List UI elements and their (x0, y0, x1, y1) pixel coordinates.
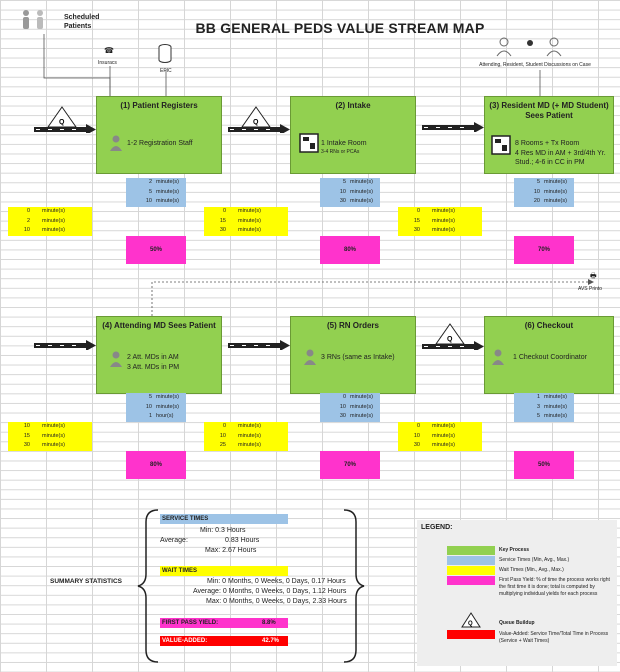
svc-max: Max: 2.67 Hours (205, 547, 257, 554)
person-icon (491, 349, 505, 365)
legend-swatch-process (447, 546, 495, 555)
summary-service-head: SERVICE TIMES (160, 514, 288, 524)
wait-times-4: 10 minute(s) 15 minute(s) 30 minute(s) (8, 422, 92, 451)
avs-label: AVS Printo (578, 286, 603, 292)
wait-max: Max: 0 Months, 0 Weeks, 0 Days, 2.33 Hours (206, 598, 347, 605)
legend-process: Key Process (499, 547, 530, 553)
svg-text:Q: Q (468, 621, 473, 627)
legend-fpy: First Pass Yield: % of time the process works right the first time it is done; total is computed by multiplying individual yields for each process (499, 577, 610, 597)
page-title: BB GENERAL PEDS VALUE STREAM MAP (195, 20, 485, 36)
legend-title: LEGEND: (421, 524, 453, 531)
phone-icon: ☎ (104, 46, 114, 55)
phone-label: Insuracs (98, 60, 117, 66)
first-pass-yield-3: 70% (514, 236, 574, 264)
wait-avg: Average: 0 Months, 0 Weeks, 0 Days, 1.12 Hours (193, 588, 347, 595)
legend-wait: Wait Times (Min., Avg., Max.) (499, 567, 564, 573)
room-icon (299, 133, 319, 153)
queue-arrow-6 (422, 322, 484, 350)
first-pass-yield-5: 70% (320, 451, 380, 479)
first-pass-yield-1: 50% (126, 236, 186, 264)
first-pass-yield-2: 80% (320, 236, 380, 264)
process-box-5: (5) RN Orders 3 RNs (same as Intake) (290, 316, 416, 394)
legend-service: Service Times (Min, Avg., Max.) (499, 557, 570, 563)
legend-swatch-service (447, 556, 495, 565)
legend-swatch-wait (447, 566, 495, 575)
service-times-6: 1 minute(s) 3 minute(s) 5 minute(s) (514, 393, 574, 422)
first-pass-yield-4: 80% (126, 451, 186, 479)
printer-icon: 🖶 (590, 273, 597, 280)
process-box-6: (6) Checkout 1 Checkout Coordinator (484, 316, 614, 394)
summary-fpy-value: 8.8% (262, 620, 276, 626)
service-times-1: 2 minute(s) 5 minute(s) 10 minute(s) (126, 178, 186, 207)
scheduled-patients-label: Scheduled Patients (64, 14, 100, 30)
room-icon (491, 135, 511, 155)
summary-va-value: 42.7% (262, 638, 280, 644)
process-box-2: (2) Intake 1 Intake Room 3-4 RNs or PCAs (290, 96, 416, 174)
summary-label: SUMMARY STATISTICS (50, 578, 122, 585)
wait-times-6: 0 minute(s) 10 minute(s) 30 minute(s) (398, 422, 482, 451)
legend (417, 520, 617, 666)
legend-queue: Queue Buildup (499, 620, 535, 626)
person-icon (109, 351, 123, 367)
legend-swatch-va (447, 630, 495, 639)
person-icon (303, 349, 317, 365)
process-box-4: (4) Attending MD Sees Patient 2 Att. MDs in AM 3 Att. MDs in PM (96, 316, 222, 394)
push-arrow-4 (34, 340, 96, 350)
wait-times-5: 0 minute(s) 10 minute(s) 25 minute(s) (204, 422, 288, 451)
epic-label: EPIC (160, 68, 172, 74)
queue-arrow-1 (34, 105, 96, 133)
legend-queue-icon (461, 612, 481, 628)
push-arrow-5 (228, 340, 290, 350)
service-times-4: 5 minute(s) 10 minute(s) 1 hour(s) (126, 393, 186, 422)
svg-text:Q: Q (253, 119, 259, 126)
summary-va-head: VALUE-ADDED: (160, 636, 288, 646)
service-times-5: 0 minute(s) 10 minute(s) 30 minute(s) (320, 393, 380, 422)
svc-avg-label: Average: (160, 537, 188, 544)
svc-avg: 0.83 Hours (225, 537, 260, 544)
process-box-3: (3) Resident MD (+ MD Student) Sees Patient 8 Rooms + Tx Room 4 Res MD in AM + 3rd/4th Yr. Stud.; 4-6 in CC in PM (484, 96, 614, 174)
svc-min: Min: 0.3 Hours (200, 527, 246, 534)
summary-wait-head: WAIT TIMES (160, 566, 288, 576)
wait-times-3: 0 minute(s) 15 minute(s) 30 minute(s) (398, 207, 482, 236)
queue-symbol: Q (59, 119, 65, 126)
service-times-2: 5 minute(s) 10 minute(s) 30 minute(s) (320, 178, 380, 207)
process-box-1: (1) Patient Registers 1-2 Registration Staff (96, 96, 222, 174)
first-pass-yield-6: 50% (514, 451, 574, 479)
service-times-3: 5 minute(s) 10 minute(s) 20 minute(s) (514, 178, 574, 207)
legend-va: Value-Added: Service Time/Total Time in Process (Service + Wait Times) (499, 631, 609, 644)
discussion-label: Attending, Resident, Student Discussions on Case (479, 62, 591, 68)
wait-times-2: 0 minute(s) 15 minute(s) 30 minute(s) (204, 207, 288, 236)
summary-fpy-head: FIRST PASS YIELD: (160, 618, 288, 628)
queue-arrow-2 (228, 105, 290, 133)
legend-swatch-fpy (447, 576, 495, 585)
wait-min: Min: 0 Months, 0 Weeks, 0 Days, 0.17 Hours (207, 578, 346, 585)
wait-times-1: 0 minute(s) 2 minute(s) 10 minute(s) (8, 207, 92, 236)
person-icon (109, 135, 123, 151)
push-arrow-3 (422, 122, 484, 132)
svg-text:Q: Q (447, 336, 453, 343)
